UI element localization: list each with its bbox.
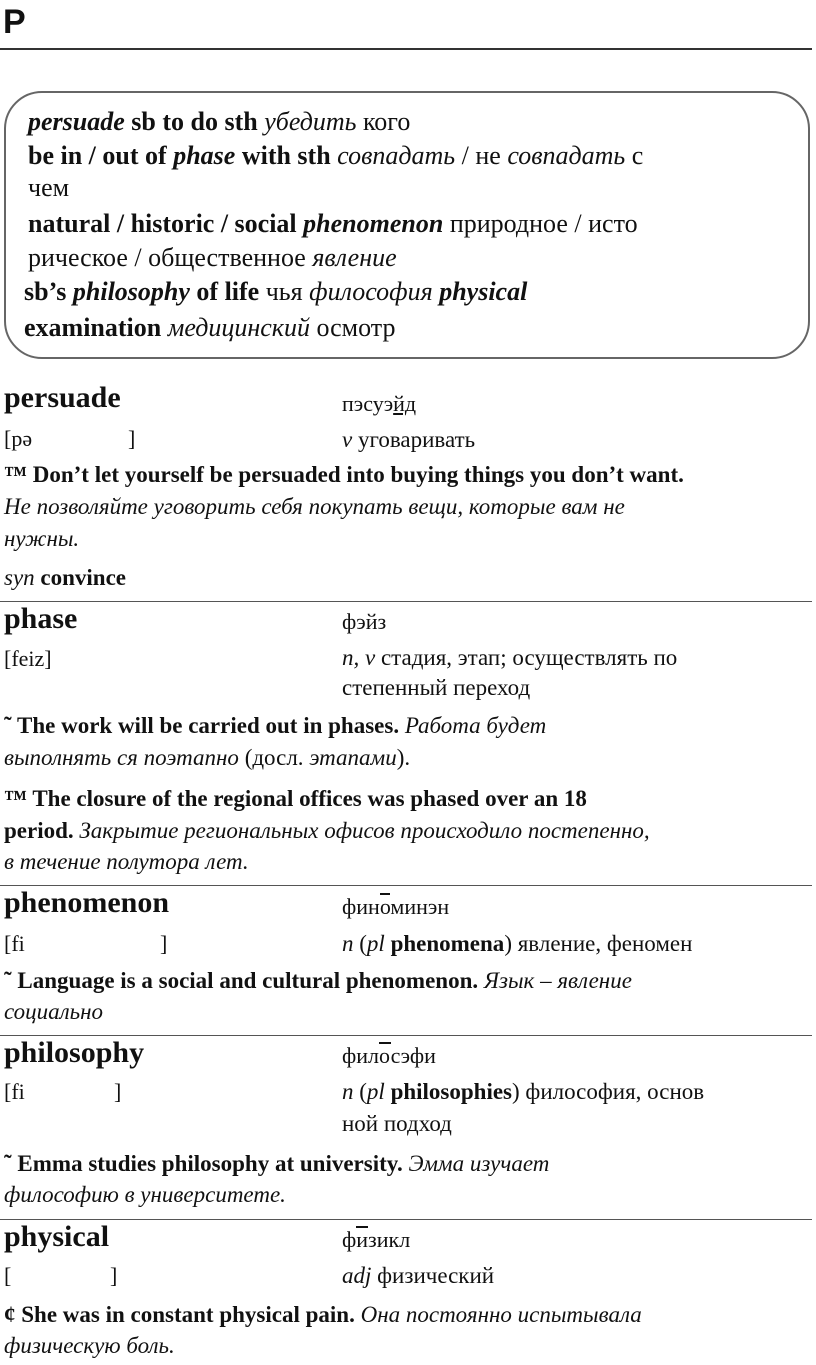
definition [342, 425, 475, 455]
text-run: Закрытие региональных офисов происходило постепенно, [73, 818, 650, 843]
text-run: Язык – явление [478, 968, 632, 993]
phrase-line [28, 106, 410, 138]
text-run: социально [4, 999, 104, 1024]
ipa-transcription: [feiz] [4, 646, 52, 671]
text-run: пэсуэ [342, 391, 394, 416]
example-line [4, 997, 103, 1027]
text-run: физическую боль. [4, 1333, 175, 1358]
text-run: (досл. [238, 745, 310, 770]
text-run: examination [24, 313, 168, 342]
headword: phenomenon [4, 886, 170, 919]
text-run: phase [173, 141, 236, 170]
text-run: n, v [342, 645, 376, 670]
text-run: совпадать [507, 141, 626, 170]
example-line [4, 711, 546, 741]
text-run: of life [189, 277, 266, 306]
definition [342, 1261, 494, 1291]
text-run: ˜ Emma studies philosophy at university. [4, 1151, 403, 1176]
text-run: n [342, 931, 354, 956]
text-run: стадия, этап; осуществлять по [375, 645, 678, 670]
definition [342, 929, 692, 959]
headword: persuade [4, 381, 121, 414]
text-run: ) философия, основ [512, 1079, 705, 1104]
ipa-transcription: [ [4, 1263, 12, 1288]
text-run: выполнять ся поэтапно [4, 745, 239, 770]
example-line [4, 1180, 286, 1210]
text-run: о [379, 894, 391, 919]
text-run: и [356, 1227, 369, 1252]
definition-cont: степенный переход [342, 675, 531, 700]
text-run: ( [353, 931, 367, 956]
text-run: pl [366, 1079, 385, 1104]
ipa-close: ] [128, 426, 136, 451]
text-run: рическое / общественное [28, 243, 313, 272]
russian-pronunciation [342, 390, 416, 418]
text-run: natural / historic / social [28, 209, 304, 238]
example-line [4, 524, 79, 554]
headword: phase [4, 602, 78, 635]
ipa-close: ] [110, 1263, 118, 1288]
section-letter: P [3, 3, 26, 41]
example-line [4, 784, 587, 814]
text-run: ¢ She was in constant physical pain. [4, 1302, 355, 1327]
russian-pronunciation [342, 893, 449, 921]
text-run: ( [353, 1079, 367, 1104]
entry-divider [0, 1219, 812, 1220]
ipa-close: ] [160, 931, 168, 956]
header-rule [0, 48, 812, 50]
text-run: / не [455, 141, 508, 170]
text-run: sb to do sth [124, 107, 265, 136]
text-run: physical [439, 277, 528, 306]
example-line [4, 1331, 175, 1361]
example-line [4, 492, 625, 522]
text-run: persuade [28, 107, 125, 136]
headword: philosophy [4, 1036, 145, 1069]
text-run: ф [342, 1227, 357, 1252]
text-run: ). [396, 745, 411, 770]
example-line [4, 847, 249, 877]
text-run: v [342, 427, 353, 452]
definition [342, 643, 677, 673]
text-run: Она постоянно испытывала [354, 1302, 642, 1327]
text-run: pl [366, 931, 385, 956]
phrase-line [24, 312, 395, 344]
text-run: йд [393, 391, 417, 416]
text-run: в течение полутора лет. [4, 849, 249, 874]
phrase-line [24, 276, 527, 308]
text-run: убедить [264, 107, 357, 136]
text-run: философию в университете. [4, 1182, 286, 1207]
example-line [4, 1149, 549, 1179]
synonym [4, 563, 126, 593]
text-run: be in / out of [28, 141, 174, 170]
text-run: adj [342, 1263, 372, 1288]
headword: physical [4, 1220, 110, 1253]
text-run: явление [312, 243, 397, 272]
text-run: ™ Don’t let yourself be persuaded into buying things you don’t want. [4, 462, 684, 487]
text-run: сэфи [390, 1043, 436, 1068]
text-run: с [625, 141, 644, 170]
phrase-line [28, 140, 643, 172]
ipa-transcription: [fi [4, 931, 25, 956]
text-run: кого [356, 107, 411, 136]
text-run: фин [342, 894, 380, 919]
text-run: phenomenon [303, 209, 444, 238]
example-line [4, 460, 684, 490]
russian-pronunciation [342, 1042, 436, 1070]
text-run: чья [265, 277, 310, 306]
phrase-line [28, 172, 69, 204]
text-run: медицинский [167, 313, 310, 342]
text-run: ™ The closure of the regional offices was phased over an 18 [4, 786, 587, 811]
text-run: with sth [235, 141, 338, 170]
entry-divider [0, 601, 812, 602]
text-run: Не позволяйте уговорить себя покупать вещи, которые вам не [4, 494, 625, 519]
russian-pronunciation [342, 608, 386, 636]
text-run: ˜ Language is a social and cultural phenomenon. [4, 968, 479, 993]
text-run: чем [28, 173, 70, 202]
text-run: фэйз [342, 609, 387, 634]
ipa-transcription: [fi [4, 1079, 25, 1104]
definition-cont: ной подход [342, 1111, 452, 1136]
text-run: Эмма изучает [402, 1151, 550, 1176]
text-run: philosophies [384, 1079, 513, 1104]
ipa-close: ] [114, 1079, 122, 1104]
text-run: философия [309, 277, 433, 306]
russian-pronunciation [342, 1226, 410, 1254]
text-run: природное / исто [443, 209, 638, 238]
phrase-line [28, 208, 638, 240]
text-run: физический [371, 1263, 495, 1288]
text-run: n [342, 1079, 354, 1104]
text-run: Работа будет [399, 713, 547, 738]
text-run: совпадать [337, 141, 456, 170]
text-run: минэн [390, 894, 450, 919]
definition [342, 1077, 704, 1107]
text-run: sb’s [24, 277, 73, 306]
example-line [4, 816, 650, 846]
text-run: осмотр [309, 313, 396, 342]
text-run: convince [34, 565, 127, 590]
text-run: фил [342, 1043, 380, 1068]
text-run: ˜ The work will be carried out in phases. [4, 713, 400, 738]
example-line [4, 966, 632, 996]
text-run: phenomena [384, 931, 505, 956]
text-run: period. [4, 818, 74, 843]
phrase-line [28, 242, 397, 274]
text-run: зикл [368, 1227, 411, 1252]
text-run: ) явление, феномен [504, 931, 693, 956]
text-run: philosophy [72, 277, 190, 306]
text-run: этапами [309, 745, 397, 770]
ipa-transcription: [pə [4, 426, 33, 451]
text-run: нужны. [4, 526, 80, 551]
example-line [4, 1300, 642, 1330]
text-run: syn [4, 565, 35, 590]
example-line [4, 743, 410, 773]
text-run: уговаривать [352, 427, 476, 452]
text-run: о [379, 1043, 391, 1068]
